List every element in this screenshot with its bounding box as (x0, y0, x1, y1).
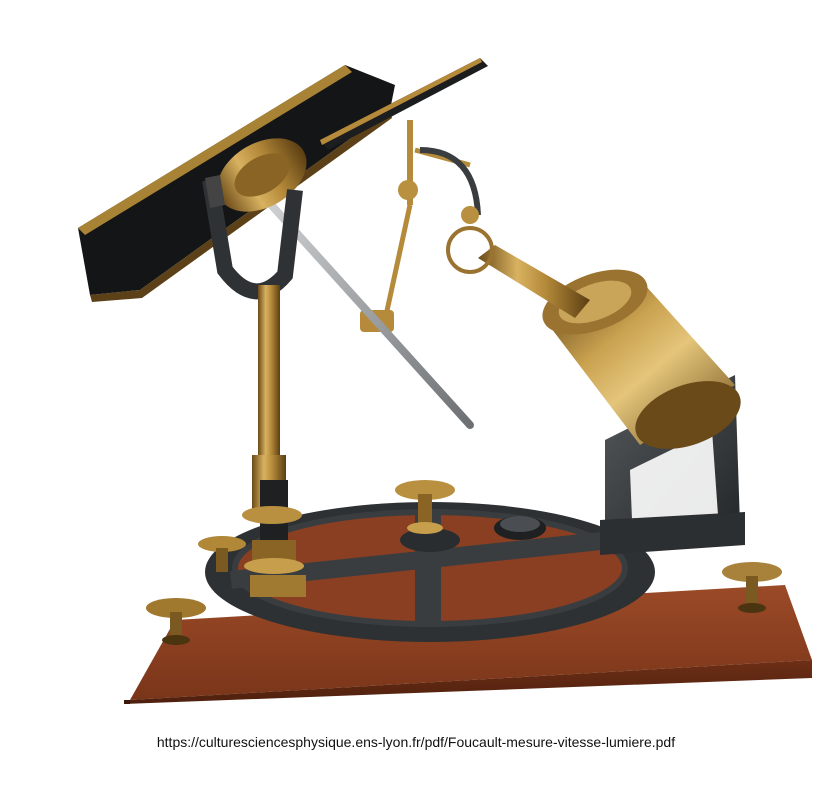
lens-disc (494, 516, 546, 540)
source-caption: https://culturesciencesphysique.ens-lyon.fr/pdf/Foucault-mesure-vitesse-lumiere.pdf (156, 734, 676, 750)
foucault-apparatus-photo (60, 40, 820, 720)
brass-tube (448, 228, 590, 318)
lever-mechanism (360, 120, 479, 332)
